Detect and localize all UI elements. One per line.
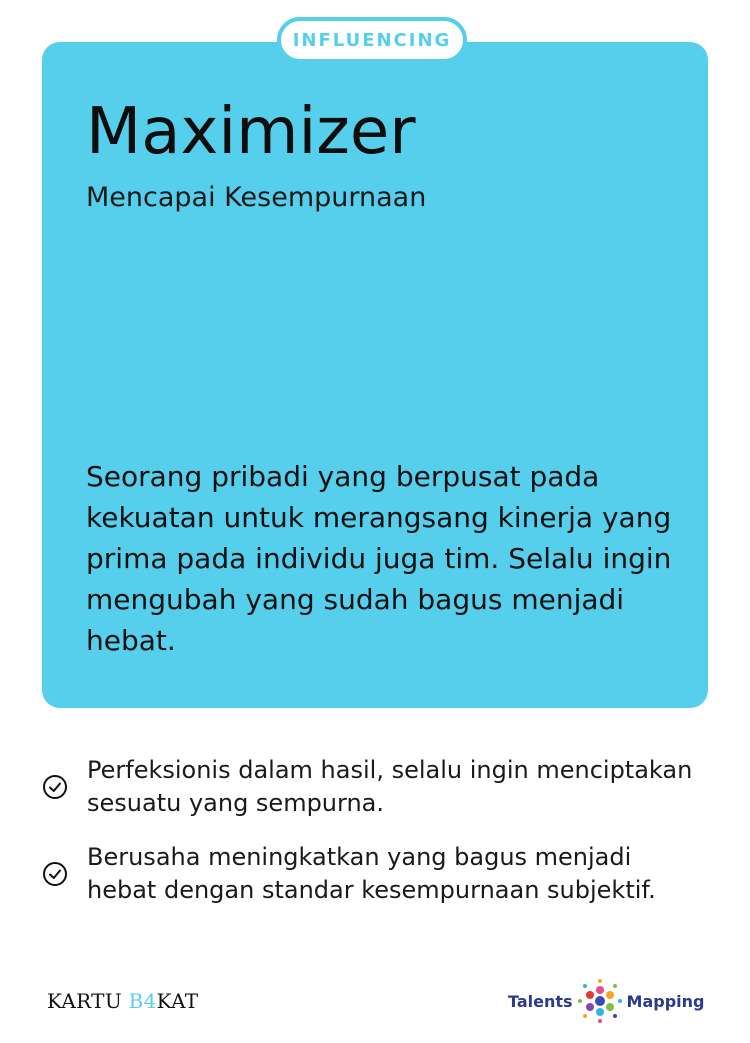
talent-description: Seorang pribadi yang berpusat pada kekuatan untuk merangsang kinerja yang prima pada individu juga tim. Selalu ingin mengubah yang sudah bagus menjadi hebat.: [86, 460, 672, 657]
kartu-bakat-logo: [47, 989, 198, 1013]
key-point-text: Perfeksionis dalam hasil, selalu ingin menciptakan sesuatu yang sempurna.: [87, 756, 693, 817]
talents-mapping-logo: [508, 978, 705, 1024]
check-circle-icon: [42, 774, 68, 800]
key-point-item: [42, 841, 708, 907]
check-circle-icon: [42, 861, 68, 887]
key-points-list: [42, 754, 708, 928]
category-label: INFLUENCING: [292, 29, 452, 51]
talent-title: Maximizer: [86, 95, 416, 169]
category-badge: [277, 17, 467, 63]
brand-left-accent: B4: [128, 989, 157, 1013]
talent-subtitle: Mencapai Kesempurnaan: [86, 182, 427, 213]
brand-right-mapping: Mapping: [626, 991, 705, 1011]
talents-mapping-logo-icon: [577, 978, 623, 1024]
key-point-item: [42, 754, 708, 820]
brand-left-suffix: KAT: [156, 989, 199, 1013]
brand-right-talents: Talents: [508, 991, 573, 1011]
brand-left-prefix: KARTU: [47, 989, 129, 1013]
key-point-text: Berusaha meningkatkan yang bagus menjadi hebat dengan standar kesempurnaan subjektif.: [87, 843, 656, 904]
talent-card: [42, 42, 708, 708]
